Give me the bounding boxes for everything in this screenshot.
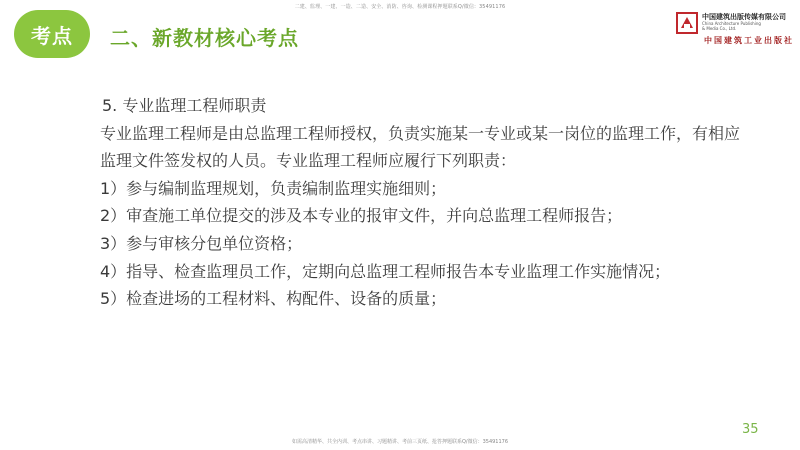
list-item: 3）参与审核分包单位资格； — [100, 233, 303, 253]
list-item: 5）检查进场的工程材料、构配件、设备的质量； — [100, 289, 447, 309]
publisher-name-cn: 中国建筑出版传媒有限公司 — [702, 13, 786, 21]
list-item: 2）审查施工单位提交的涉及本专业的报审文件，并向总监理工程师报告； — [100, 206, 623, 226]
top-contact-note: 二建、监理、一建、一造、二造、安全、消防、咨询、检测课程押题联系Q/微信：35491176 — [294, 4, 506, 10]
publisher-name-en: China Architecture Publishing & Media Co., Ltd. — [702, 21, 761, 31]
topic-badge-label: 考点 — [31, 23, 73, 48]
page-number: 35 — [742, 422, 759, 437]
content-intro: 专业监理工程师是由总监理工程师授权，负责实施某一专业或某一岗位的监理工作，有相应监理文件签发权的人员。专业监理工程师应履行下列职责： — [100, 123, 741, 171]
bottom-contact-note: 如需高清精华、共全内训、考点串讲、习题精讲、考前三页纸、抢答押题联系Q/微信：35491176 — [291, 439, 509, 445]
list-item: 1）参与编制监理规划，负责编制监理实施细则； — [100, 178, 447, 198]
content-heading: 5. 专业监理工程师职责 — [102, 96, 267, 115]
publisher-logo — [676, 10, 794, 44]
publisher-script-name: 中国建筑工业出版社 — [704, 35, 794, 45]
slide-content — [100, 92, 740, 313]
section-title: 二、新教材核心考点 — [110, 26, 299, 50]
topic-badge — [14, 10, 90, 58]
publisher-logo-icon — [676, 12, 698, 34]
list-item: 4）指导、检查监理员工作，定期向总监理工程师报告本专业监理工作实施情况； — [100, 261, 671, 281]
